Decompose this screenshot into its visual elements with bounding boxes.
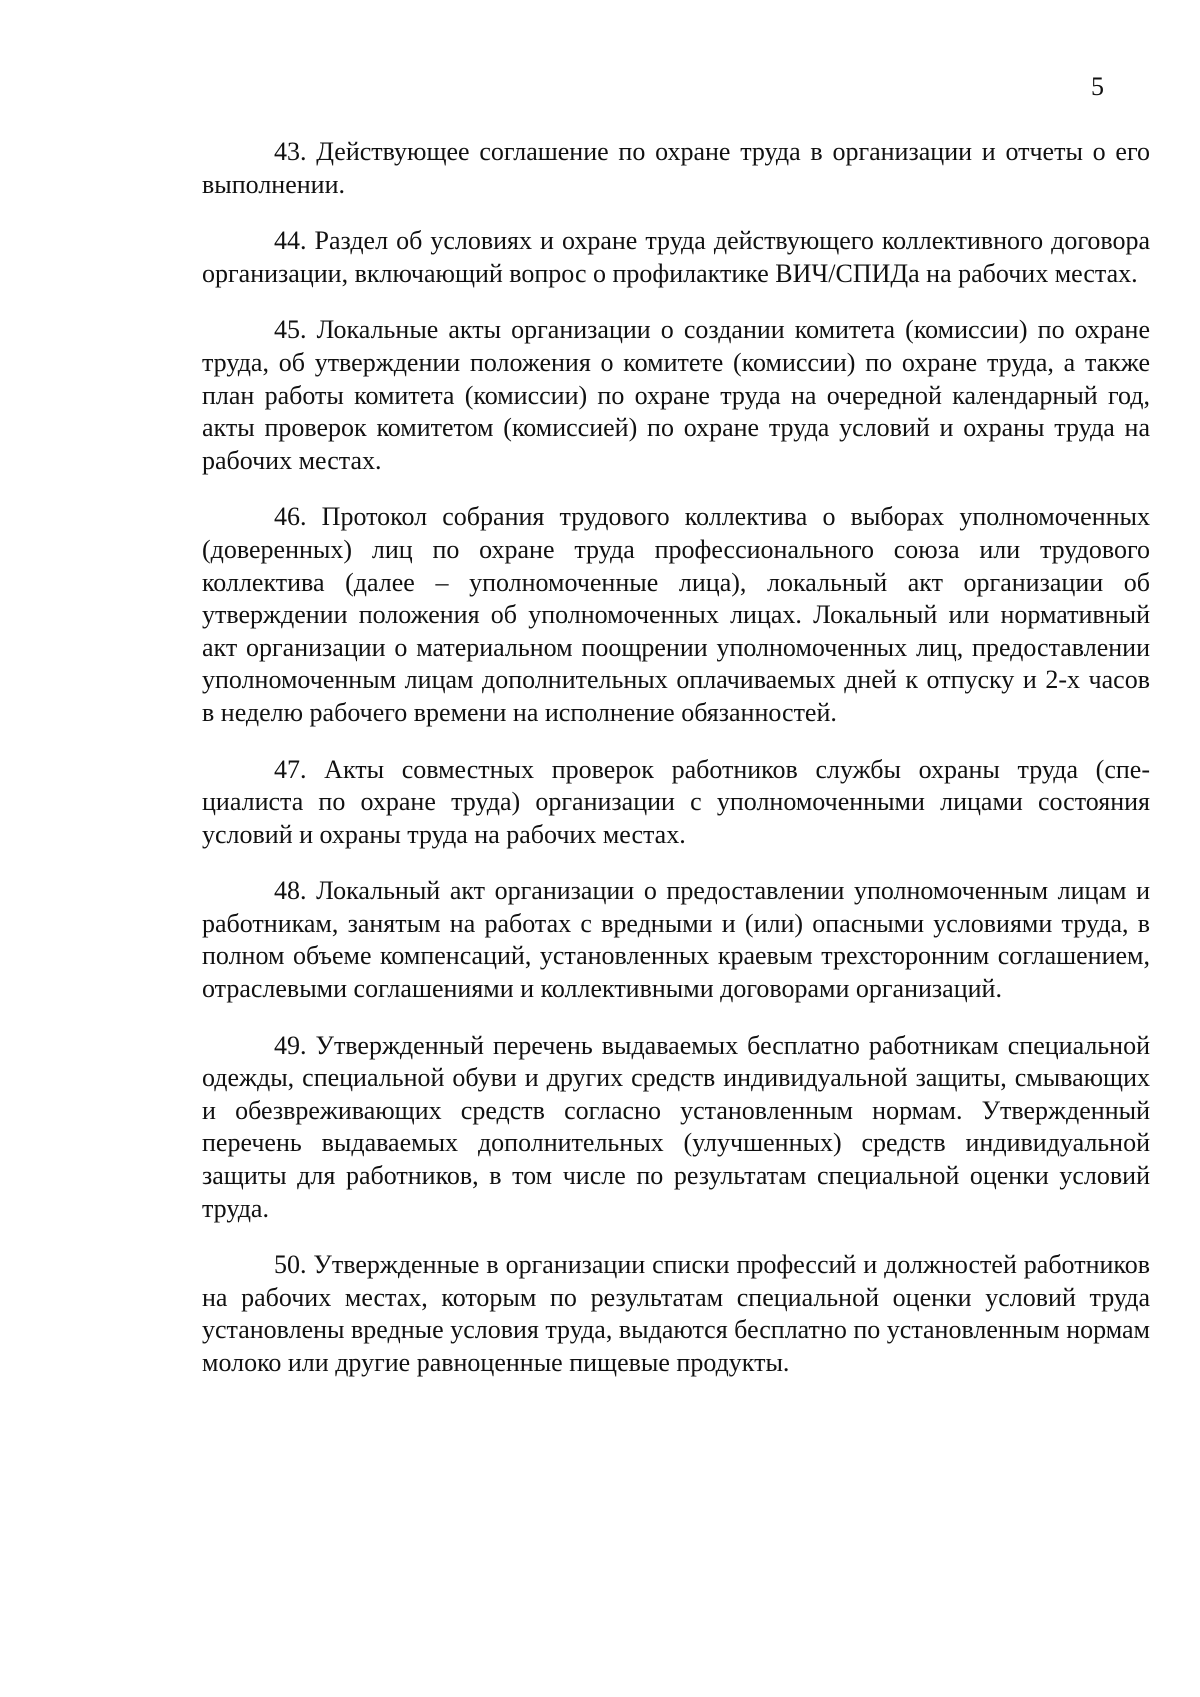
paragraph-45: 45. Локальные акты организации о создании комитета (комиссии) по охране труда, об утверждении положения о комитете (комиссии) по охране труда, а также план работы комитета (комиссии) по охране труда на очередной календарный год, акты проверок комитетом (комиссией) по охране труда условий и охраны труда на рабочих местах. [202, 315, 1150, 475]
page-number: 5 [1091, 72, 1104, 101]
paragraph-50: 50. Утвержденные в организации списки профессий и должностей работников на рабочих местах, которым по результатам специальной оценки условий труда установлены вредные условия труда, выдаются бесплатно по установленным нормам молоко или другие равноценные пищевые продукты. [202, 1250, 1150, 1377]
paragraph-44: 44. Раздел об условиях и охране труда действующего коллективного договора организации, включающий вопрос о профилактике ВИЧ/СПИДа на рабочих местах. [202, 226, 1150, 288]
paragraph-49: 49. Утвержденный перечень выдаваемых бесплатно работникам специальной одежды, специальной обуви и других средств индивидуальной защиты, смывающих и обезвреживающих средств согласно установленным нормам. Утвержденный перечень выдаваемых дополнительных (улучшенных) средств индивидуальной защиты для работников, в том числе по результатам специальной оценки условий труда. [202, 1030, 1150, 1223]
paragraph-48: 48. Локальный акт организации о предоставлении уполномоченным лицам и работникам, занятым на работах с вредными и (или) опасными условиями труда, в полном объеме компенсаций, установленных краевым трехсторонним соглашением, отраслевыми соглашениями и коллективными договорами организаций. [202, 876, 1150, 1004]
paragraph-43: 43. Действующее соглашение по охране труда в организации и отчеты о его выполнении. [202, 137, 1150, 199]
document-body [202, 136, 1150, 1404]
paragraph-47: 47. Акты совместных проверок работников службы охраны труда (специалиста по охране труда) организации с уполномоченными лицами состояния условий и охраны труда на рабочих местах. [202, 754, 1150, 849]
paragraph-46: 46. Протокол собрания трудового коллектива о выборах уполномоченных (доверенных) лиц по охране труда профессионального союза или трудового коллектива (далее – уполномоченные лица), локальный акт организации об утверждении положения об уполномоченных лицах. Локальный или нормативный акт организации о материальном поощрении уполномоченных лиц, предоставлении уполномоченным лицам дополнительных оплачиваемых дней к отпуску и 2-х часов в неделю рабочего времени на исполнение обязанностей. [202, 502, 1150, 727]
